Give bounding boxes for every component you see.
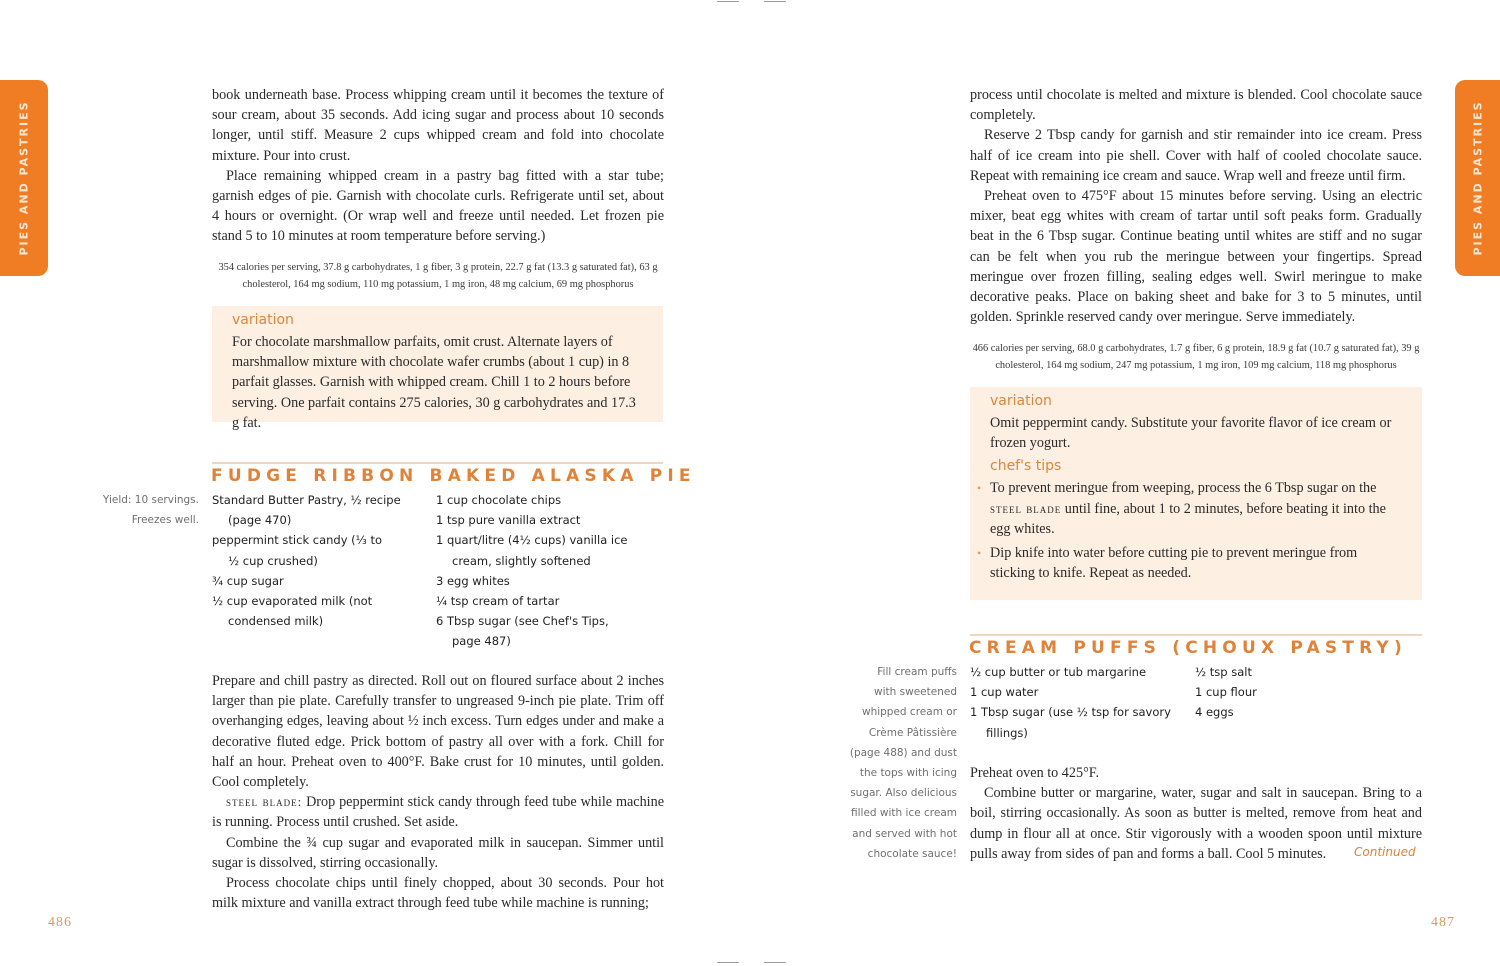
continued-label: Continued (1354, 845, 1416, 859)
variation-text: For chocolate marshmallow parfaits, omit crust. Alternate layers of marshmallow mixture with chocolate wafer crumbs (about 1 cup) in 8 parfait glasses. Garnish with whipped cream. Chill 1 to 2 hours before serving. One parfait contains 275 calories, 30 g carbohydrates and 17.3 g fat. (232, 334, 636, 431)
ingredient: ½ tsp salt (1195, 665, 1253, 679)
variation-box (212, 306, 663, 431)
ingredient: peppermint stick candy (⅓ to (212, 533, 383, 548)
ingredient-cont: cream, slightly softened (452, 553, 591, 568)
ingredient: 1 cup chocolate chips (436, 493, 562, 507)
tip-text: until fine, about 1 to 2 minutes, before beating it into the egg whites. (990, 500, 1386, 537)
paragraph: Place remaining whipped cream in a pastry bag fitted with a star tube; garnish edges of pie. Garnish with chocolate curls. Refrigerate until set, about 4 hours or overnight. (Or wrap well and freeze until needed. Let frozen pie stand 5 to 10 minutes at room temperature before serving.) (212, 167, 664, 245)
tip-item (977, 478, 1402, 539)
ingredient: 1 cup water (970, 685, 1039, 700)
ingredient: Standard Butter Pastry, ½ recipe (212, 493, 401, 507)
ingredient-cont: ½ cup crushed) (228, 553, 318, 568)
ingredient: 1 quart/litre (4½ cups) vanilla ice (436, 533, 628, 548)
ingredient: 1 cup flour (1195, 685, 1257, 700)
nutrition-info: 354 calories per serving, 37.8 g carbohydrates, 1 g fiber, 3 g protein, 22.7 g fat (13.3 g saturated fat), 63 g cholesterol, 164 mg sodium, 110 mg potassium, 1 mg iron, 48 mg calcium, 69 mg phosphorus (218, 262, 658, 290)
paragraph: process until chocolate is melted and mixture is blended. Cool chocolate sauce completely. (970, 87, 1422, 124)
recipe-title: CREAM PUFFS (CHOUX PASTRY) (969, 638, 1407, 658)
side-note: filled with ice cream (851, 807, 957, 820)
recipe-title: FUDGE RIBBON BAKED ALASKA PIE (211, 466, 696, 486)
left-intro (212, 85, 664, 247)
recipe-side-notes (830, 662, 957, 864)
recipe-rule (212, 462, 663, 464)
ingredient: 1 Tbsp sugar (use ½ tsp for savory (970, 705, 1171, 720)
right-paragraphs (970, 85, 1422, 327)
variation-heading: variation (990, 393, 1052, 409)
ingredient: 3 egg whites (436, 573, 510, 588)
side-note: with sweetened (874, 686, 957, 699)
ingredient-cont: page 487) (452, 634, 511, 649)
section-tab-label: PIES AND PASTRIES (17, 100, 31, 256)
variation-heading: variation (232, 312, 294, 328)
crop-mark (717, 1, 739, 2)
ingredient: 6 Tbsp sugar (see Chef's Tips, (436, 614, 609, 629)
ingredient-cont: (page 470) (228, 513, 292, 528)
ingredients-column-2 (436, 490, 664, 652)
ingredient: ¼ tsp cream of tartar (436, 594, 560, 609)
chefs-tips-list (977, 478, 1402, 583)
section-tab-label: PIES AND PASTRIES (1471, 100, 1484, 256)
bullet-icon: • (977, 481, 982, 496)
ingredients-column-2 (1195, 662, 1395, 723)
paragraph (212, 792, 664, 832)
side-note: and served with hot (852, 827, 957, 840)
crop-mark (764, 1, 786, 2)
side-note: Fill cream puffs (877, 666, 957, 678)
bullet-icon: • (977, 546, 982, 561)
ingredient-cont: fillings) (986, 725, 1028, 740)
ingredient: ¾ cup sugar (212, 573, 284, 588)
nutrition-info: 466 calories per serving, 68.0 g carbohydrates, 1.7 g fiber, 6 g protein, 18.9 g fat (10.7 g saturated fat), 39 g cholesterol, 164 mg sodium, 247 mg potassium, 1 mg iron, 109 mg calcium, 118 mg phosphorus (972, 343, 1420, 371)
side-note: Freezes well. (131, 514, 199, 527)
steel-blade-label: steel blade (990, 500, 1062, 516)
section-tab-right (1455, 80, 1500, 276)
paragraph: Preheat oven to 425°F. (970, 765, 1100, 781)
section-tab-left (0, 80, 48, 276)
variation-tips-box (970, 387, 1422, 600)
side-note: Crème Pâtissière (868, 726, 957, 739)
paragraph: Preheat oven to 475°F about 15 minutes before serving. Using an electric mixer, beat egg whites with cream of tartar until soft peaks form. Gradually beat in the 6 Tbsp sugar. Continue beating until whites are stiff and no sugar can be felt when you rub the meringue between your fingertips. Spread meringue over frozen filling, sealing edges well. Swirl meringue to make decorative peaks. Place on baking sheet and bake for 3 to 5 minutes, until golden. Sprinkle reserved candy over meringue. Serve immediately. (970, 188, 1422, 326)
paragraph-text: Combine butter or margarine, water, sugar and salt in saucepan. Bring to a boil, stirring occasionally. As soon as butter is melted, remove from heat and dump in flour all at once. Stir vigorously with a wooden spoon until mixture pulls away from sides of pan and forms a ball. Cool 5 minutes. (970, 785, 1422, 862)
recipe-side-notes (100, 490, 199, 530)
side-note: whipped cream or (861, 706, 957, 719)
ingredients-column-1 (970, 662, 1192, 743)
page-number-left: 486 (48, 915, 72, 930)
crop-mark (764, 962, 786, 963)
chefs-tips-heading: chef's tips (990, 458, 1062, 475)
variation-text: Omit peppermint candy. Substitute your favorite flavor of ice cream or frozen yogurt. (990, 415, 1392, 452)
paragraph: Reserve 2 Tbsp candy for garnish and stir remainder into ice cream. Press half of ice cream into pie shell. Cover with half of cooled chocolate sauce. Repeat with remaining ice cream and sauce. Wrap well and freeze until firm. (970, 127, 1422, 184)
paragraph: Combine the ¾ cup sugar and evaporated milk in saucepan. Simmer until sugar is dissolved, stirring occasionally. (212, 834, 664, 871)
side-note: sugar. Also delicious (850, 787, 957, 800)
tip-item (977, 543, 1402, 583)
paragraph-text: Drop peppermint stick candy through feed tube while machine is running. Process until crushed. Set aside. (212, 794, 665, 831)
paragraph: Prepare and chill pastry as directed. Roll out on floured surface about 2 inches larger than pie plate. Carefully transfer to ungreased 9-inch pie plate. Trim off overhanging edges, leaving about ½ inch excess. Turn edges under and make a decorative fluted edge. Prick bottom of pastry all over with a fork. Chill for half an hour. Preheat oven to 400°F. Bake crust for 10 minutes, until golden. Cool completely. (212, 673, 664, 791)
paragraph: book underneath base. Process whipping cream until it becomes the texture of sour cream, about 35 seconds. Add icing sugar and process about 10 seconds longer, until stiff. Measure 2 cups whipped cream and fold into chocolate mixture. Pour into crust. (212, 87, 664, 164)
crop-mark (717, 962, 739, 963)
ingredient-cont: condensed milk) (228, 614, 324, 629)
ingredient: 1 tsp pure vanilla extract (436, 513, 581, 528)
recipe-rule (970, 634, 1422, 636)
ingredients-column-1 (212, 490, 432, 631)
side-note: (page 488) and dust (849, 746, 957, 759)
paragraph: Process chocolate chips until finely chopped, about 30 seconds. Pour hot milk mixture and vanilla extract through feed tube while machine is running; (212, 875, 664, 912)
side-note: Yield: 10 servings. (102, 494, 199, 506)
ingredient: ½ cup butter or tub margarine (970, 665, 1147, 679)
ingredient: 4 eggs (1195, 705, 1234, 720)
side-note: the tops with icing (859, 767, 957, 780)
ingredient: ½ cup evaporated milk (not (212, 594, 373, 609)
tip-text: To prevent meringue from weeping, process the 6 Tbsp sugar on the (990, 480, 1377, 497)
tip-text: Dip knife into water before cutting pie to prevent meringue from sticking to knife. Repeat as needed. (990, 545, 1358, 582)
page-number-right: 487 (1431, 915, 1455, 930)
side-note: chocolate sauce! (867, 847, 957, 860)
steel-blade-label: steel blade: (226, 794, 303, 810)
left-method (212, 671, 664, 913)
